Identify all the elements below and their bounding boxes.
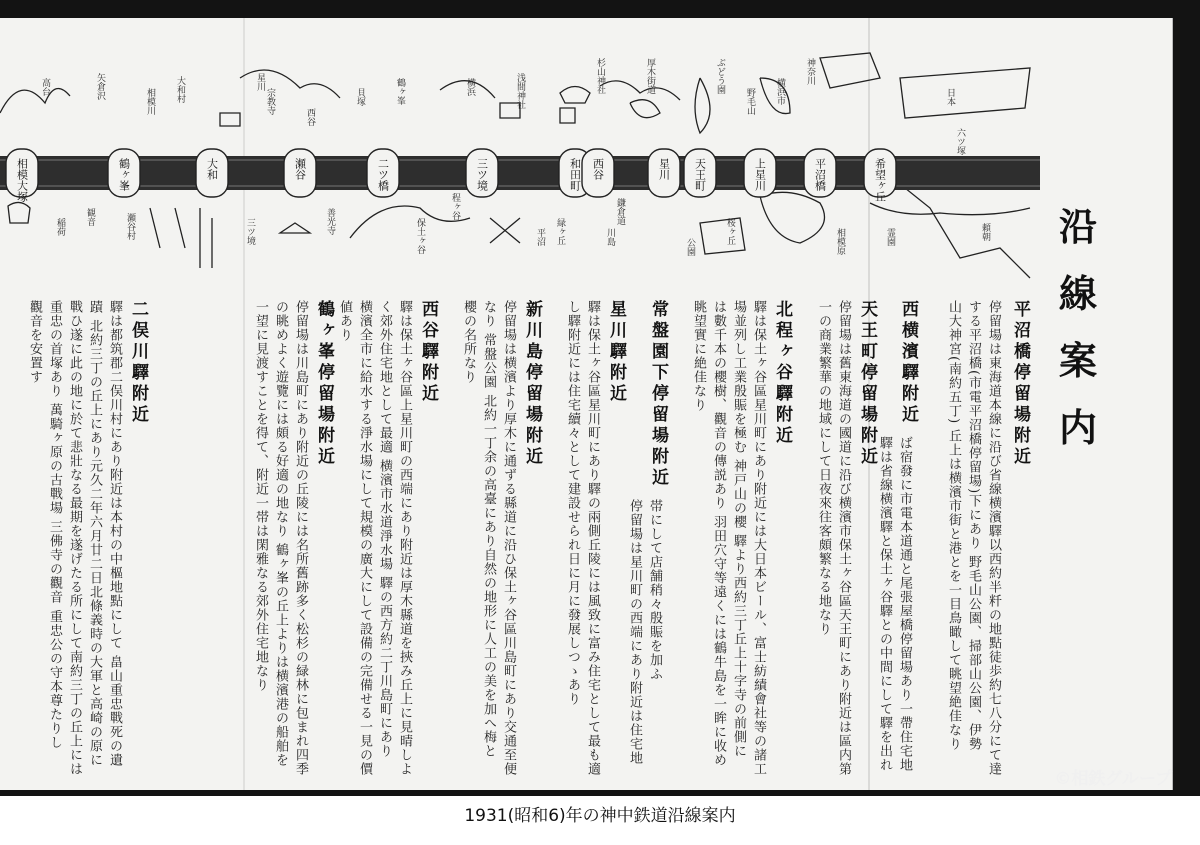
section-text: 驛は都筑郡二俣川村にあり附近は本村の中樞地點にして 畠山重忠戰死の遺 xyxy=(107,300,122,768)
map-label: 保土ヶ谷 xyxy=(415,218,425,254)
section-text xyxy=(212,300,230,778)
title-char: 案 xyxy=(1058,339,1097,383)
section-text: 觀音を安置す xyxy=(27,300,42,384)
map-label: 公園 xyxy=(685,238,695,256)
section-text xyxy=(6,300,24,778)
map-label: 横浜市 xyxy=(775,78,785,105)
map-label: 観音 xyxy=(85,208,95,226)
section-text xyxy=(232,300,250,778)
map-label: 瀬谷村 xyxy=(125,213,135,240)
station-name: 三ツ境 xyxy=(475,158,489,191)
route-map xyxy=(0,18,1040,290)
section-text: ば宿發に市電本道通と尾張屋橋停留場あり一帶住宅地 xyxy=(897,436,912,772)
image-caption: 1931(昭和6)年の神中鉄道沿線案内 xyxy=(464,806,736,826)
map-label: 大和村 xyxy=(175,76,185,103)
section-text xyxy=(544,300,562,778)
section-heading: 星川驛附近 xyxy=(606,300,626,405)
map-label: 野毛山 xyxy=(745,88,755,115)
section-text: 蹟 北約三丁の丘上にあり元久二年六月廿二日北條義時の大軍と高崎の原に xyxy=(87,300,102,768)
section-heading: 新川島停留場附近 xyxy=(522,300,542,468)
section-text: 一望に見渡すことを得て、附近一帯は閑雅なる郊外住宅地なり xyxy=(253,300,268,692)
map-label: 矢倉沢 xyxy=(95,73,105,100)
map-label: 杉山神社 xyxy=(595,58,605,94)
section-text: は數千本の櫻樹、觀音の傳説あり 羽田穴守等遠くには鶴牛島を一眸に收め xyxy=(711,300,726,768)
map-label: 桜ヶ丘 xyxy=(725,218,735,245)
section-text: 横濱全市に給水する淨水場にして規模の廣大にして設備の完備せる一見の價 xyxy=(357,300,372,776)
station-name: 西谷 xyxy=(591,158,605,180)
section-text: なり 常盤公園 北約一丁余の高臺にあり自然の地形に人工の美を加へ梅と xyxy=(481,300,496,759)
title-char: 沿 xyxy=(1058,205,1097,249)
section-heading: 西谷驛附近 xyxy=(418,300,438,405)
map-label: 神奈川 xyxy=(805,58,815,85)
section-text: 山大神宮(南約五丁) 丘上は横濱市街と港とを一目鳥瞰して眺望絶佳なり xyxy=(946,300,961,752)
map-label: 程ヶ谷 xyxy=(450,193,460,220)
map-label: 緑ヶ丘 xyxy=(555,218,565,245)
section-heading: 北程ヶ谷驛附近 xyxy=(772,300,792,447)
map-label: 厚木街道 xyxy=(645,58,655,94)
section-text xyxy=(192,300,210,778)
station-name: 希望ヶ丘 xyxy=(873,158,887,202)
title-char: 線 xyxy=(1058,272,1097,316)
section-heading: 西横濱驛附近 xyxy=(898,300,918,426)
map-label: 日本 xyxy=(945,88,955,106)
map-label: 貝塚 xyxy=(355,88,365,106)
section-text: 値あり xyxy=(337,300,352,342)
section-heading: 二俣川驛附近 xyxy=(128,300,148,426)
section-text: く郊外住宅地として最適 横濱市水道淨水場 驛の西方約二丁川島町にあり xyxy=(377,300,392,759)
map-label: ぶどう園 xyxy=(715,58,725,94)
section-heading: 常盤園下停留場附近 xyxy=(648,300,668,489)
section-text: 驛は保土ヶ谷區星川町にあり驛の兩側丘陵には風致に富み住宅として最も適 xyxy=(585,300,600,776)
section-text: 重忠の首塚あり 萬騎ヶ原の古戰場 三佛寺の觀音 重忠公の守本尊たりし xyxy=(47,300,62,750)
station-name: 相模大塚 xyxy=(15,158,29,202)
map-label: 西谷 xyxy=(305,108,315,126)
section-text xyxy=(172,300,190,778)
section-text xyxy=(795,300,813,778)
section-text: 停留場は東海道本線に沿び省線横濱驛以西約半粁の地點徒歩約七八分にて達 xyxy=(986,300,1001,776)
station-name: 天王町 xyxy=(693,158,707,191)
station-name: 平沼橋 xyxy=(813,158,827,191)
map-label: 善光寺 xyxy=(325,208,335,235)
section-text: 戰ひ遂に此の地に於て悲壯なる最期を遂げたる所にして南約三丁の丘上には xyxy=(67,300,82,776)
map-label: 相模原 xyxy=(835,228,845,255)
map-label: 鎌倉道 xyxy=(615,198,625,225)
map-label: 高台 xyxy=(40,78,50,96)
section-text xyxy=(670,300,688,778)
section-text: 場並列し工業殷賑を極む 神戸山の櫻 驛より西約三丁丘上十字寺の前側に xyxy=(731,300,746,759)
section-text: 停留場は星川町の西端にあり附近は住宅地 xyxy=(627,499,642,765)
section-text: 帯にして店舗稍々殷賑を加ふ xyxy=(647,499,662,681)
station-name: 星川 xyxy=(657,158,671,180)
station-name: 二ツ橋 xyxy=(376,158,390,191)
map-label: 横浜 xyxy=(465,78,475,96)
section-text: 驛は保土ヶ谷區星川町にあり附近には大日本ビール、富士紡績會社等の諸工 xyxy=(751,300,766,776)
section-text: し驛附近には住宅續々として建設せられ日に月に發展しつゝあり xyxy=(565,300,580,706)
map-label: 頼朝 xyxy=(980,223,990,241)
map-label: 浅間神社 xyxy=(515,73,525,109)
station-name: 鶴ヶ峯 xyxy=(117,158,131,191)
section-heading: 鶴ヶ峯停留場附近 xyxy=(314,300,334,468)
map-label: 宗教寺 xyxy=(265,88,275,115)
map-label: 稲荷 xyxy=(55,218,65,236)
section-text xyxy=(440,300,458,778)
section-text xyxy=(925,300,943,778)
map-label: 霊園 xyxy=(885,228,895,246)
section-text: 停留場は横濱より厚木に通ずる縣道に沿ひ保土ヶ谷區川島町にあり交通至便 xyxy=(501,300,516,776)
map-label: 六ツ塚 xyxy=(955,128,965,155)
section-heading: 平沼橋停留場附近 xyxy=(1010,300,1030,468)
section-text: 停留場は川島町にあり附近の丘陵には名所舊跡多く松杉の緑林に包まれ四季 xyxy=(293,300,308,776)
map-label: 三ツ境 xyxy=(245,218,255,245)
title-char: 内 xyxy=(1058,406,1097,450)
section-text: 櫻の名所なり xyxy=(461,300,476,384)
section-text: 眺望實に絶佳なり xyxy=(691,300,706,412)
map-label: 川島 xyxy=(605,228,615,246)
map-label: 相模川 xyxy=(145,88,155,115)
section-text: 驛は省線横濱驛と保土ヶ谷驛との中間にして驛を出れ xyxy=(877,436,892,772)
section-text: する平沼橋(市電平沼橋停留場)下にあり 野毛山公園、掃部山公園、伊勢 xyxy=(966,300,981,752)
section-text: 驛は保土ヶ谷區上星川町の西端にあり附近は厚木縣道を挾み丘上に見晴しよ xyxy=(397,300,412,776)
copyright-notice: ©相鉄グループ xyxy=(1054,769,1172,789)
brochure-paper xyxy=(0,18,1173,790)
section-text: 停留場は舊東海道の國道に沿び横濱市保土ヶ谷區天王町にあり附近は區内第 xyxy=(836,300,851,776)
section-text: 一の商業繁華の地域にして日夜來往客頗繁なる地なり xyxy=(816,300,831,636)
map-label: 星川 xyxy=(255,73,265,91)
section-heading: 天王町停留場附近 xyxy=(857,300,877,468)
map-label: 平沼 xyxy=(535,228,545,246)
map-label: 鶴ヶ峯 xyxy=(395,78,405,105)
station-name: 上星川 xyxy=(753,158,767,191)
section-text: の眺めよく遊覽には頗る好適の地なり 鶴ヶ峯の丘上よりは横濱港の船舶を xyxy=(273,300,288,768)
station-name: 瀬谷 xyxy=(293,158,307,180)
station-name: 大和 xyxy=(205,158,219,180)
section-text xyxy=(152,300,170,778)
station-name: 和田町 xyxy=(568,158,582,191)
